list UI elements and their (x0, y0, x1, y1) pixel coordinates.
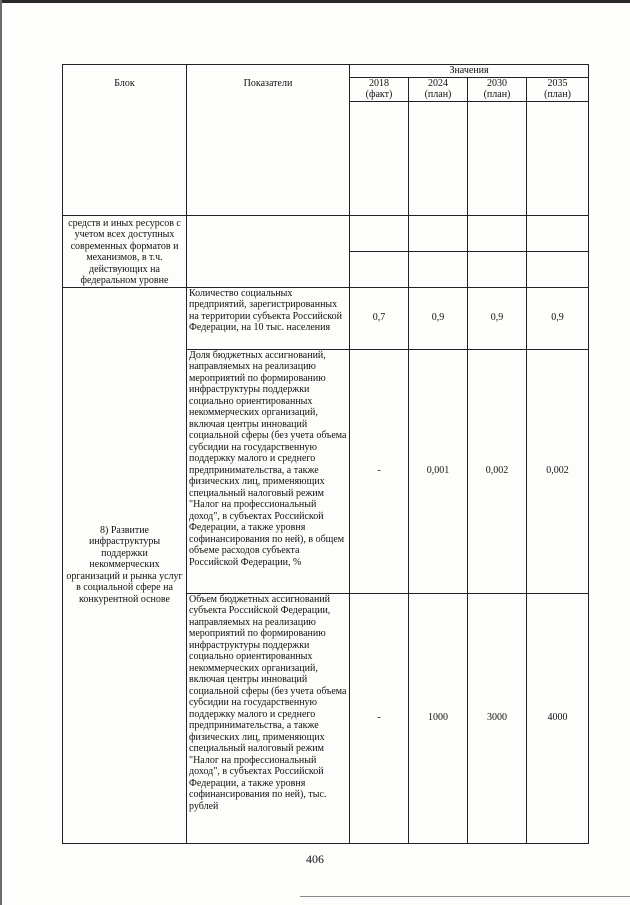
scan-top-border (0, 0, 630, 3)
value-2024: 0,9 (409, 287, 468, 349)
header-values: Значения (350, 65, 589, 78)
header-block: Блок (63, 65, 187, 216)
value-2024: 1000 (409, 593, 468, 843)
value-2035: 4000 (527, 593, 589, 843)
block-8-cell: 8) Развитие инфраструктуры поддержки некоммерческих организаций и рынка услуг в социальной сфере на конкурентной основе (63, 287, 187, 843)
indicator-cell: Количество социальных предприятий, зарегистрированных на территории субъекта Российской Федерации, на 10 тыс. населения (187, 287, 350, 349)
continued-block-cell: средств и иных ресурсов с учетом всех доступных современных форматов и механизмов, в т.ч. действующих на федеральном уровне (63, 215, 187, 287)
header-indicators: Показатели (187, 65, 350, 216)
value-2018: - (350, 593, 409, 843)
header-year-2030: 2030 (план) (468, 77, 527, 101)
value-2018: - (350, 349, 409, 593)
table-row (63, 287, 589, 349)
value-2024: 0,001 (409, 349, 468, 593)
value-2030: 3000 (468, 593, 527, 843)
scan-left-border (0, 0, 2, 905)
header-year-2035: 2035 (план) (527, 77, 589, 101)
value-2030: 0,002 (468, 349, 527, 593)
indicators-table (62, 64, 589, 844)
value-2035: 0,9 (527, 287, 589, 349)
value-2018: 0,7 (350, 287, 409, 349)
header-year-2018: 2018 (факт) (350, 77, 409, 101)
value-2035: 0,002 (527, 349, 589, 593)
header-year-2024: 2024 (план) (409, 77, 468, 101)
indicator-cell: Доля бюджетных ассигнований, направляемых на реализацию мероприятий по формированию инфраструктуры поддержки социально ориентированных некоммерческих организаций, включая центры инноваций социальной сферы (без учета объема субсидии на государственную поддержку малого и среднего предпринимательства, а также физических лиц, применяющих специальный налоговый режим "Налог на профессиональный доход", в субъектах Российской Федерации, а также уровня софинансирования по ней), в общем объеме расходов субъекта Российской Федерации, % (187, 349, 350, 593)
page-number: 406 (306, 852, 324, 866)
value-2030: 0,9 (468, 287, 527, 349)
scan-bottom-line (300, 896, 630, 897)
indicator-cell: Объем бюджетных ассигнований субъекта Российской Федерации, направляемых на реализацию мероприятий по формированию инфраструктуры поддержки социально ориентированных некоммерческих организаций, включая центры инноваций социальной сферы (без учета объема субсидии на государственную поддержку малого и среднего предпринимательства, а также физических лиц, применяющих специальный налоговый режим "Налог на профессиональный доход", в субъектах Российской Федерации, а также уровня софинансирования по ней), тыс. рублей (187, 593, 350, 843)
